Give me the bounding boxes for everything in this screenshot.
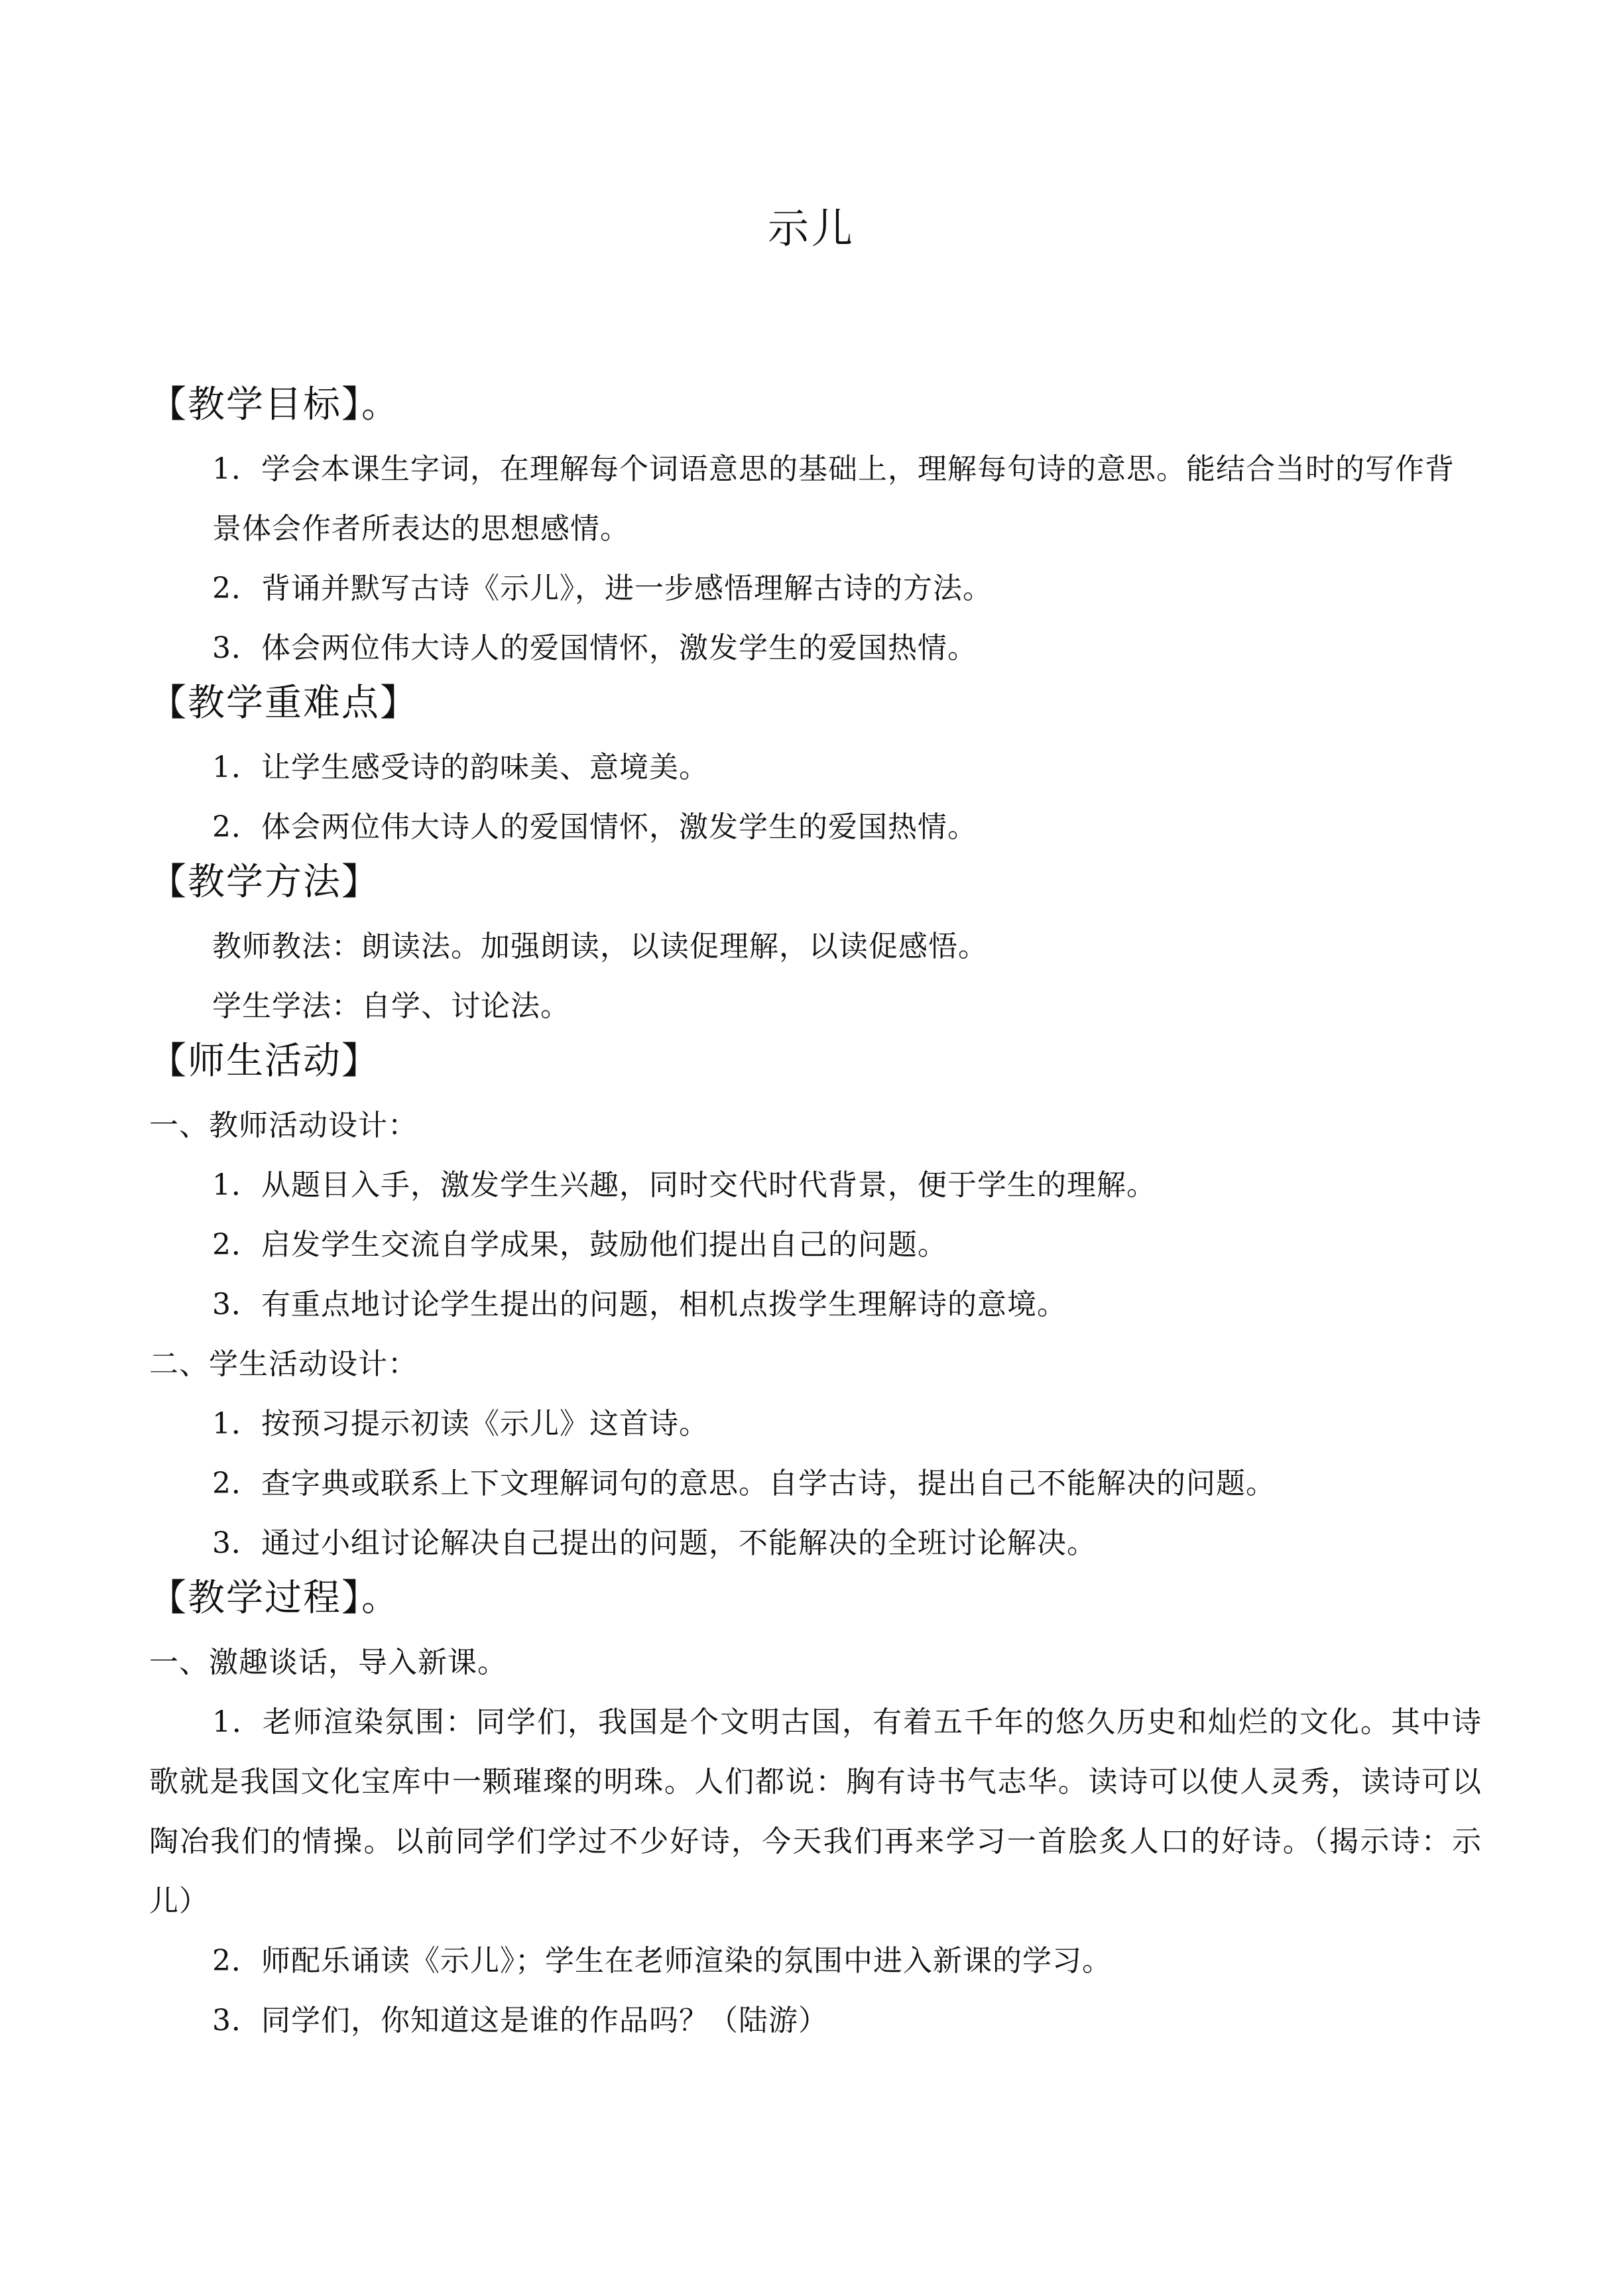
- teacher-activity-item: 1．从题目入手，激发学生兴趣，同时交代时代背景，便于学生的理解。: [212, 1168, 1156, 1202]
- key-point-item: 2．体会两位伟大诗人的爱国情怀，激发学生的爱国热情。: [212, 810, 977, 844]
- teacher-activity-item: 2．启发学生交流自学成果，鼓励他们提出自己的问题。: [212, 1228, 947, 1262]
- document-title: 示儿: [767, 204, 855, 253]
- objective-item: 3．体会两位伟大诗人的爱国情怀，激发学生的爱国热情。: [212, 631, 977, 665]
- section-heading-activities: 【师生活动】: [149, 1040, 380, 1083]
- key-point-item: 1．让学生感受诗的韵味美、意境美。: [212, 751, 709, 784]
- process-step-item: 1．老师渲染氛围：同学们，我国是个文明古国，有着五千年的悠久历史和灿烂的文化。其中诗歌就是我国文化宝库中一颗璀璨的明珠。人们都说：胸有诗书气志华。读诗可以使人灵秀，读诗可以陶冶我们的情操。以前同学们学过不少好诗，今天我们再来学习一首脍炙人口的好诗。（揭示诗：示儿）: [149, 1705, 1482, 1918]
- document-body: [149, 381, 1482, 2051]
- process-step-item: 3．同学们，你知道这是谁的作品吗？（陆游）: [212, 2004, 828, 2037]
- objective-item: 2．背诵并默写古诗《示儿》，进一步感悟理解古诗的方法。: [212, 572, 992, 605]
- student-activity-item: 1．按预习提示初读《示儿》这首诗。: [212, 1407, 709, 1441]
- process-step-title: 一、激趣谈话，导入新课。: [149, 1646, 507, 1679]
- student-activity-item: 2．查字典或联系上下文理解词句的意思。自学古诗，提出自己不能解决的问题。: [212, 1467, 1276, 1500]
- section-heading-process: 【教学过程】。: [149, 1577, 400, 1620]
- section-heading-key-points: 【教学重难点】: [149, 682, 418, 725]
- section-heading-objectives: 【教学目标】。: [149, 383, 400, 426]
- objective-item-text: 1．学会本课生字词，在理解每个词语意思的基础上，理解每句诗的意思。能结合当时的写作背景体会作者所表达的思想感情。: [212, 452, 1455, 546]
- teacher-activity-item: 3．有重点地讨论学生提出的问题，相机点拨学生理解诗的意境。: [212, 1288, 1067, 1321]
- process-step-item: 2．师配乐诵读《示儿》；学生在老师渲染的氛围中进入新课的学习。: [212, 1944, 1112, 1978]
- student-activity-item: 3．通过小组讨论解决自己提出的问题，不能解决的全班讨论解决。: [212, 1526, 1097, 1560]
- teacher-activity-title: 一、教师活动设计：: [149, 1109, 418, 1142]
- objective-item: [149, 440, 1482, 559]
- method-item: 教师教法：朗读法。加强朗读，以读促理解，以读促感悟。: [212, 930, 988, 963]
- student-activity-title: 二、学生活动设计：: [149, 1347, 418, 1381]
- section-heading-methods: 【教学方法】: [149, 861, 380, 904]
- method-item: 学生学法：自学、讨论法。: [212, 989, 570, 1023]
